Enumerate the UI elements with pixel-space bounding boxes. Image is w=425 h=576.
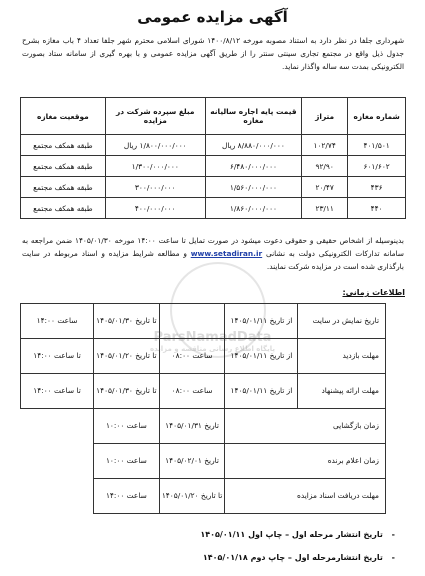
shops-table (20, 97, 406, 219)
bullet: - (391, 530, 395, 539)
schedule-date: تاریخ ۱۴۰۵/۰۱/۳۱ (159, 409, 225, 444)
intro-paragraph: شهرداری جلفا در نظر دارد به استناد مصوبه مورخه ۱۴۰۰/۸/۱۲ شورای اسلامی محترم شهر جلفا تعداد ۴ باب مغازه بشرح جدول ذیل واقع در مجتمع تجاری سینتی سنتر را از طریق آگهی مزایده عمومی و با بهره گیری از سامانه ستاد بصورت الکترونیکی بمدت سه ساله واگذار نماید. (22, 36, 405, 71)
schedule-label: زمان اعلام برنده (225, 444, 386, 479)
schedule-label: مهلت بازدید (298, 339, 386, 374)
schedule-time: ساعت ۱۰:۰۰ (94, 444, 160, 479)
schedule-label: مهلت دریافت اسناد مزایده (225, 479, 386, 514)
schedule-to-time: تا ساعت ۱۴:۰۰ (21, 339, 94, 374)
table-cell: ۸/۸۸۰/۰۰۰/۰۰۰ ریال (205, 135, 301, 156)
page-title: آگهی مزایده عمومی (137, 8, 288, 26)
schedule-date: تاریخ ۱۴۰۵/۰۲/۰۱ (159, 444, 225, 479)
schedule-row (21, 339, 386, 374)
table-cell: ۱/۳۰۰/۰۰۰/۰۰۰ (105, 156, 205, 177)
table-cell: ۴۰۱/۵۰۱ (348, 135, 406, 156)
empty-cell (21, 444, 94, 479)
table-cell: ۲۳/۱۱ (302, 198, 348, 219)
schedule-row (21, 304, 386, 339)
table-cell: ۱/۸۰۰/۰۰۰/۰۰۰ ریال (105, 135, 205, 156)
empty-cell (21, 479, 94, 514)
table-cell: ۱/۵۶۰/۰۰۰/۰۰۰ (205, 177, 301, 198)
table-header-row (21, 98, 406, 135)
invitation-paragraph (22, 234, 404, 273)
schedule-row (21, 444, 386, 479)
schedule-to: تا تاریخ ۱۴۰۵/۰۱/۳۰ (94, 304, 160, 339)
table-cell: ۲۰/۴۷ (302, 177, 348, 198)
invitation-text-end: و مطالعه شرایط مزایده و اسناد مربوطه در سایت بارگذاری شده است در مزایده شرکت نمایند. (22, 249, 404, 271)
schedule-from: از تاریخ ۱۴۰۵/۰۱/۱۱ (225, 374, 298, 409)
schedule-time: ساعت ۱۰:۰۰ (94, 409, 160, 444)
empty-cell (21, 409, 94, 444)
invitation-text: بدینوسیله از اشخاص حقیقی و حقوقی دعوت میشود در صورت تمایل تا ساعت ۱۴:۰۰ مورخه ۱۴۰۵/۰۱/۳۰ ضمن مراجعه به سامانه تدارکات الکترونیکی دولت به نشانی (22, 236, 404, 258)
table-row (21, 177, 406, 198)
schedule-to: تا تاریخ ۱۴۰۵/۰۱/۲۰ (94, 339, 160, 374)
schedule-date: تا تاریخ ۱۴۰۵/۰۱/۲۰ (159, 479, 225, 514)
schedule-from: از تاریخ ۱۴۰۵/۰۱/۱۱ (225, 339, 298, 374)
schedule-label: زمان بازگشایی (225, 409, 386, 444)
bullet: - (391, 553, 395, 562)
schedule-from-time (159, 304, 225, 339)
table-cell: ۱/۸۶۰/۰۰۰/۰۰۰ (205, 198, 301, 219)
table-cell: طبقه همکف مجتمع (21, 156, 106, 177)
table-row (21, 156, 406, 177)
schedule-row (21, 374, 386, 409)
table-cell: ۳۰۰/۰۰۰/۰۰۰ (105, 177, 205, 198)
table-row (21, 198, 406, 219)
timing-info-heading: اطلاعات زمانی: (342, 288, 405, 297)
table-cell: ۶۰۱/۶۰۲ (348, 156, 406, 177)
schedule-table (20, 303, 386, 514)
schedule-to-time: ساعت ۱۴:۰۰ (21, 304, 94, 339)
table-cell: ۶/۴۸۰/۰۰۰/۰۰۰ (205, 156, 301, 177)
table-cell: طبقه همکف مجتمع (21, 198, 106, 219)
table-cell: ۱۰۲/۷۴ (302, 135, 348, 156)
publish-date-text: تاریخ انتشار مرحله اول – چاپ اول ۱۴۰۵/۰۱/۱۱ (200, 530, 383, 539)
publish-date-first (200, 530, 395, 539)
table-cell: ۴۳۶ (348, 177, 406, 198)
setad-link[interactable]: www.setadiran.ir (190, 249, 263, 258)
schedule-from: از تاریخ ۱۴۰۵/۰۱/۱۱ (225, 304, 298, 339)
schedule-row (21, 479, 386, 514)
col-header: قیمت پایه اجاره سالیانه مغازه (205, 98, 301, 135)
table-cell: ۴۴۰ (348, 198, 406, 219)
schedule-time: ساعت ۱۴:۰۰ (94, 479, 160, 514)
schedule-to: تا تاریخ ۱۴۰۵/۰۱/۳۰ (94, 374, 160, 409)
table-cell: طبقه همکف مجتمع (21, 135, 106, 156)
publish-date-text: تاریخ انتشارمرحله اول – چاپ دوم ۱۴۰۵/۰۱/۱۸ (202, 553, 383, 562)
table-cell: ۴۰۰/۰۰۰/۰۰۰ (105, 198, 205, 219)
publish-date-second (203, 553, 395, 562)
col-header: متراژ (302, 98, 348, 135)
col-header: مبلغ سپرده شرکت در مزایده (105, 98, 205, 135)
watermark-subtext: پایگاه اطلاع رسانی مناقصه و مزایده (149, 345, 276, 353)
schedule-from-time: ساعت ۰۸:۰۰ (159, 374, 225, 409)
col-header: شماره مغازه (348, 98, 406, 135)
table-cell: ۹۲/۹۰ (302, 156, 348, 177)
table-row (21, 135, 406, 156)
schedule-to-time: تا ساعت ۱۴:۰۰ (21, 374, 94, 409)
schedule-label: مهلت ارائه پیشنهاد (298, 374, 386, 409)
col-header: موقعیت مغازه (21, 98, 106, 135)
table-cell: طبقه همکف مجتمع (21, 177, 106, 198)
schedule-label: تاریخ نمایش در سایت (298, 304, 386, 339)
schedule-from-time: ساعت ۰۸:۰۰ (159, 339, 225, 374)
watermark-text: ParsNamadData (153, 330, 272, 345)
schedule-row (21, 409, 386, 444)
